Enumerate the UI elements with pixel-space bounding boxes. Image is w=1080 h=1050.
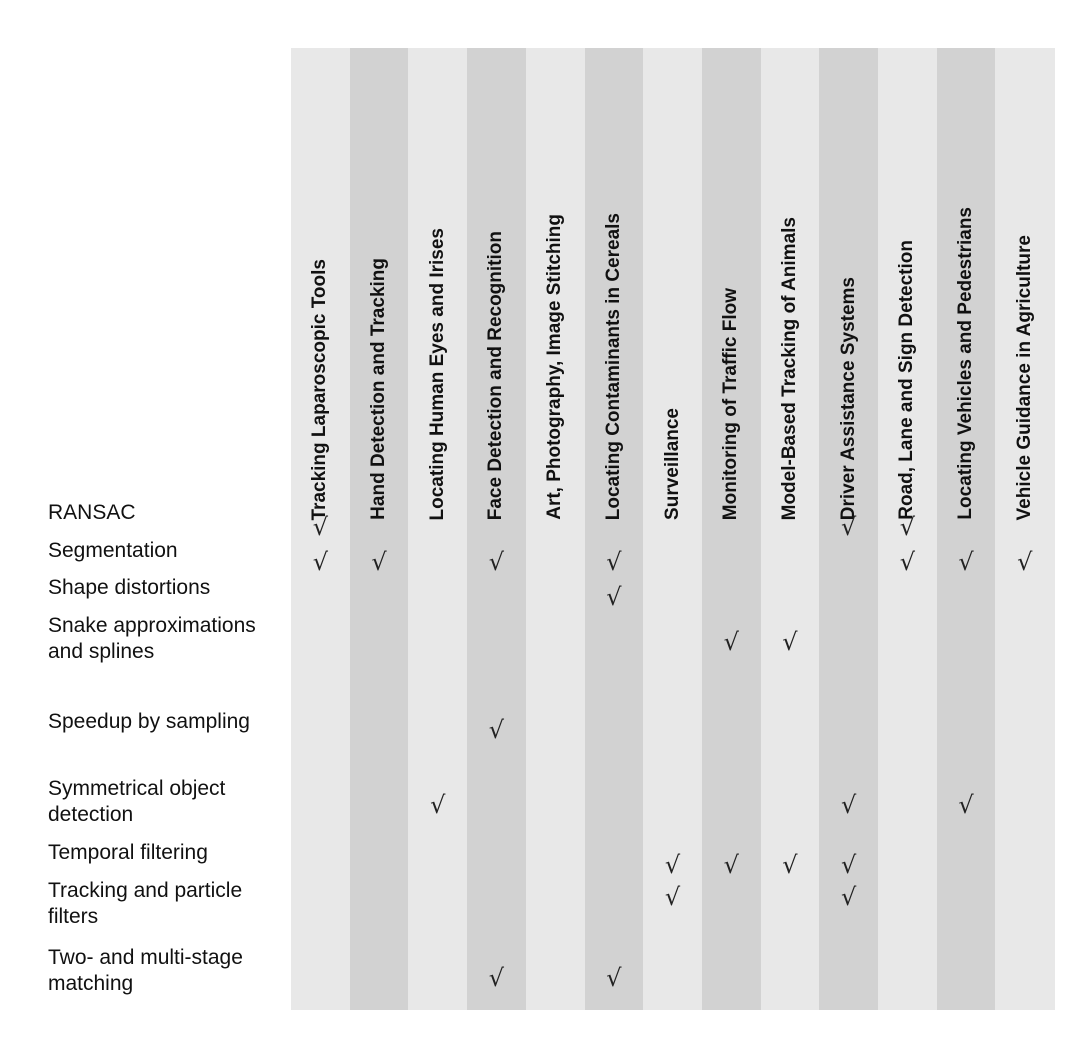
check-mark: √ (958, 548, 974, 576)
check-mark: √ (723, 851, 739, 879)
column-header: Road, Lane and Sign Detection (896, 240, 918, 520)
check-mark: √ (488, 548, 505, 576)
column-header: Locating Vehicles and Pedestrians (955, 207, 977, 520)
check-mark: √ (664, 883, 681, 911)
column-band (467, 48, 526, 1010)
check-mark: √ (840, 851, 857, 879)
check-mark: √ (899, 548, 915, 576)
column-header: Hand Detection and Tracking (368, 258, 390, 520)
check-mark: √ (371, 548, 387, 576)
column-header: Monitoring of Traffic Flow (720, 287, 742, 520)
check-mark: √ (664, 851, 681, 879)
row-label: Two- and multi-stage matching (48, 946, 243, 995)
check-mark: √ (723, 628, 739, 656)
column-header: Surveillance (661, 408, 683, 520)
column-header: Locating Contaminants in Cereals (602, 212, 624, 520)
column-header: Driver Assistance Systems (837, 276, 859, 520)
check-mark: √ (899, 513, 915, 541)
check-mark: √ (488, 964, 505, 992)
check-mark: √ (840, 513, 857, 541)
check-mark: √ (488, 716, 505, 744)
row-label: Tracking and particle filters (48, 879, 243, 928)
check-mark: √ (606, 548, 622, 576)
column-band (526, 48, 585, 1010)
column-header: Art, Photography, Image Stitching (544, 214, 566, 520)
check-mark: √ (958, 791, 974, 819)
check-mark: √ (782, 851, 798, 879)
row-label: Snake approximations and splines (48, 614, 256, 663)
row-label: Temporal filtering (48, 841, 208, 864)
check-mark: √ (312, 548, 328, 576)
column-header: Model-Based Tracking of Animals (778, 216, 800, 520)
check-mark: √ (430, 791, 446, 819)
check-mark: √ (840, 883, 857, 911)
check-mark: √ (606, 583, 622, 611)
row-label: Symmetrical object detection (48, 777, 226, 826)
row-label: Segmentation (48, 539, 178, 562)
row-label: Speedup by sampling (48, 710, 250, 733)
check-mark: √ (606, 964, 622, 992)
row-label: Shape distortions (48, 576, 211, 599)
column-band (995, 48, 1054, 1010)
column-band (585, 48, 644, 1010)
check-mark: √ (840, 791, 857, 819)
column-band (408, 48, 467, 1010)
column-header: Vehicle Guidance in Agriculture (1013, 234, 1035, 520)
check-mark: √ (782, 628, 798, 656)
row-label: RANSAC (48, 501, 136, 524)
column-band (350, 48, 409, 1010)
check-mark: √ (312, 513, 328, 541)
column-header: Locating Human Eyes and Irises (426, 227, 448, 520)
column-header: Face Detection and Recognition (485, 230, 507, 520)
column-header: Tracking Laparoscopic Tools (309, 258, 331, 520)
check-mark: √ (1017, 548, 1033, 576)
column-band (937, 48, 996, 1010)
